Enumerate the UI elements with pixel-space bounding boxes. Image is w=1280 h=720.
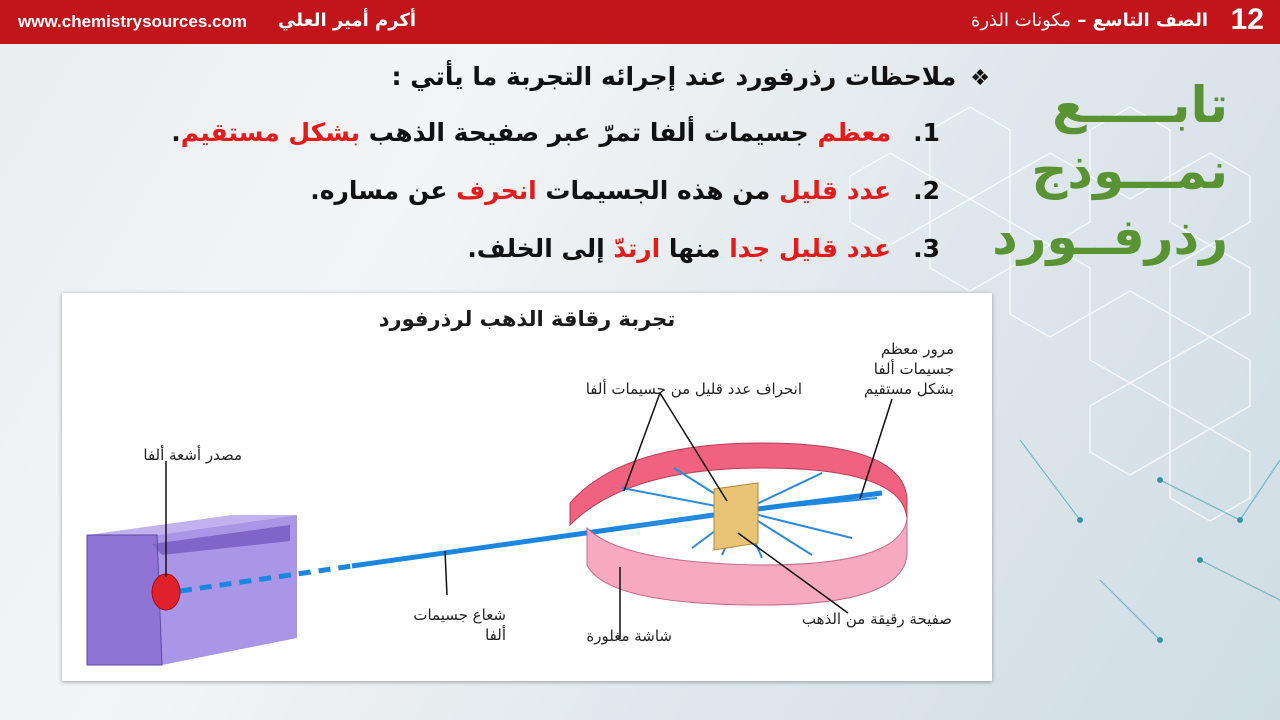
highlight-text: عدد قليل جدا bbox=[729, 234, 892, 263]
lesson-title bbox=[971, 10, 1208, 31]
gold-foil bbox=[714, 483, 758, 550]
diamond-bullet-icon: ❖ bbox=[970, 66, 990, 91]
observation-item-3 bbox=[467, 234, 940, 263]
side-title-line-2: نمـــوذج bbox=[1031, 142, 1228, 200]
observations-heading bbox=[392, 62, 990, 91]
highlight-text: معظم bbox=[817, 118, 892, 147]
side-title-line-3: رذرفــورد bbox=[992, 208, 1228, 266]
website-link[interactable]: www.chemistrysources.com bbox=[18, 12, 247, 31]
label-alpha-beam bbox=[372, 605, 506, 645]
highlight-text: ارتدّ bbox=[613, 234, 661, 263]
label-gold-foil: صفيحة رقيقة من الذهب bbox=[801, 610, 952, 628]
observation-text: . bbox=[171, 118, 181, 147]
observation-text: إلى الخلف. bbox=[467, 234, 614, 263]
label-straight-pass bbox=[822, 339, 954, 399]
observation-item-2 bbox=[310, 176, 940, 205]
alpha-source-box bbox=[87, 515, 297, 665]
label-fluorescent-screen: شاشة مغلورة bbox=[586, 627, 672, 645]
highlight-text: انحرف bbox=[456, 176, 537, 205]
label-straight-pass-line-3: بشكل مستقيم bbox=[863, 380, 954, 398]
observation-text: عن مساره. bbox=[310, 176, 457, 205]
lesson-label: مكونات الذرة bbox=[970, 10, 1072, 31]
side-title-line-1: تابـــــع bbox=[1052, 76, 1228, 134]
label-straight-pass-line-2: جسيمات ألفا bbox=[873, 360, 954, 378]
observation-number: 3. bbox=[913, 234, 940, 263]
grade-label: الصف التاسع bbox=[1092, 10, 1208, 31]
alpha-source-dot bbox=[152, 574, 180, 610]
heading-text: ملاحظات رذرفورد عند إجرائه التجربة ما يأتي : bbox=[391, 62, 957, 91]
diagram-title: تجربة رقاقة الذهب لرذرفورد bbox=[378, 307, 676, 331]
observation-item-1 bbox=[171, 118, 940, 147]
author-name: أكرم أمير العلي bbox=[278, 10, 417, 31]
label-alpha-beam-line-2: ألفا bbox=[485, 626, 506, 644]
observation-text: جسيمات ألفا تمرّ عبر صفيحة الذهب bbox=[360, 118, 818, 147]
gold-foil-diagram bbox=[62, 293, 992, 681]
slide-number: 12 bbox=[1230, 3, 1264, 36]
observation-text: من هذه الجسيمات bbox=[536, 176, 779, 205]
highlight-text: عدد قليل bbox=[778, 176, 892, 205]
label-straight-pass-line-1: مرور معظم bbox=[880, 340, 954, 358]
side-title bbox=[988, 72, 1228, 270]
observation-text: منها bbox=[660, 234, 730, 263]
title-dash: – bbox=[1071, 10, 1093, 31]
observation-number: 2. bbox=[913, 176, 940, 205]
highlight-text: بشكل مستقيم bbox=[180, 118, 361, 147]
label-deflection: انحراف عدد قليل من جسيمات ألفا bbox=[585, 380, 802, 398]
observation-number: 1. bbox=[913, 118, 940, 147]
label-alpha-beam-line-1: شعاع جسيمات bbox=[413, 606, 506, 624]
header-bar bbox=[0, 0, 1280, 44]
label-alpha-source: مصدر أشعة ألفا bbox=[143, 446, 242, 464]
